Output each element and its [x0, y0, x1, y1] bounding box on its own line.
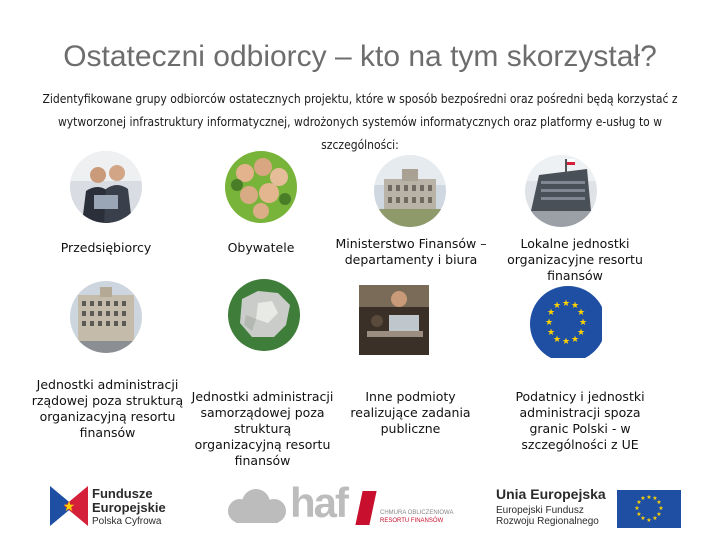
government-building-photo	[70, 281, 142, 353]
svg-text:★: ★	[646, 517, 652, 524]
svg-text:★: ★	[652, 515, 658, 522]
svg-text:★: ★	[658, 505, 664, 512]
svg-text:★: ★	[576, 308, 586, 318]
svg-text:★: ★	[561, 299, 571, 309]
eu-line3: Rozwoju Regionalnego	[496, 516, 599, 527]
svg-text:★: ★	[570, 335, 580, 345]
haf-caption2: RESORTU FINANSÓW	[380, 518, 444, 524]
ministry-building-photo	[374, 155, 446, 227]
haf-red-mark	[355, 491, 376, 525]
unia-europejska-logo	[490, 484, 690, 532]
svg-text:★: ★	[546, 308, 556, 318]
eu-flag-photo	[530, 286, 606, 362]
svg-text:★: ★	[576, 328, 586, 338]
local-office-building-photo	[525, 155, 597, 227]
group-label-obywatele: Obywatele	[227, 240, 295, 255]
eu-line1: Unia Europejska	[496, 486, 606, 502]
svg-text:★: ★	[552, 335, 562, 345]
svg-text:★: ★	[578, 318, 588, 328]
funds-line1: Fundusze	[92, 486, 153, 501]
funds-line2: Europejskie	[92, 500, 166, 515]
intro-text: Zidentyfikowane grupy odbiorców ostatecznych projektu, które w sposób bezpośredni oraz pośredni będą korzystać z wytworzonej infrastruktury informatycznej, wdrożonych systemów informatycznych oraz platformy e-usług to w szczególności:	[42, 92, 678, 152]
business-people-photo	[70, 151, 142, 223]
svg-text:★: ★	[552, 301, 562, 311]
svg-text:★: ★	[546, 328, 556, 338]
citizens-group-photo	[225, 151, 297, 223]
svg-text:★: ★	[544, 318, 554, 328]
svg-text:★: ★	[652, 495, 658, 502]
svg-text:★: ★	[634, 505, 640, 512]
slide-title: Ostateczni odbiorcy – kto na tym skorzystał?	[63, 40, 657, 73]
svg-text:★: ★	[640, 495, 646, 502]
group-label-podatnicy: Podatnicy i jednostki administracji spoza granic Polski - w szczególności z UE	[515, 389, 645, 452]
svg-text:★: ★	[656, 499, 662, 506]
haf-logo	[226, 479, 466, 529]
svg-text:★: ★	[636, 511, 642, 518]
office-work-photo	[359, 285, 429, 355]
group-label-lokalne-jednostki: Lokalne jednostki organizacyjne resortu finansów	[507, 236, 643, 283]
svg-text:★: ★	[636, 499, 642, 506]
svg-text:★: ★	[561, 337, 571, 347]
group-label-administracja-samorzadowa: Jednostki administracji samorządowej poza strukturą organizacyjną resortu finansów	[191, 389, 334, 468]
group-label-przedsiebiorcy: Przedsiębiorcy	[60, 240, 152, 255]
funds-line3: Polska Cyfrowa	[92, 516, 162, 527]
eu-flag-icon	[617, 490, 681, 528]
fundusze-europejskie-logo	[45, 478, 225, 534]
poland-map-photo	[228, 279, 300, 351]
eu-line2: Europejski Fundusz	[496, 505, 584, 516]
group-label-administracja-rzadowa: Jednostki administracji rządowej poza strukturą organizacyjną resortu finansów	[31, 377, 184, 440]
group-label-ministerstwo: Ministerstwo Finansów – departamenty i biura	[335, 236, 487, 267]
svg-text:★: ★	[570, 301, 580, 311]
haf-text: haf	[290, 479, 347, 526]
svg-text:★: ★	[646, 494, 652, 501]
haf-caption1: CHMURA OBLICZENIOWA	[380, 510, 454, 516]
svg-text:★: ★	[640, 515, 646, 522]
svg-text:★: ★	[656, 511, 662, 518]
group-label-inne-podmioty: Inne podmioty realizujące zadania publiczne	[350, 389, 471, 436]
svg-text:★: ★	[62, 499, 76, 515]
